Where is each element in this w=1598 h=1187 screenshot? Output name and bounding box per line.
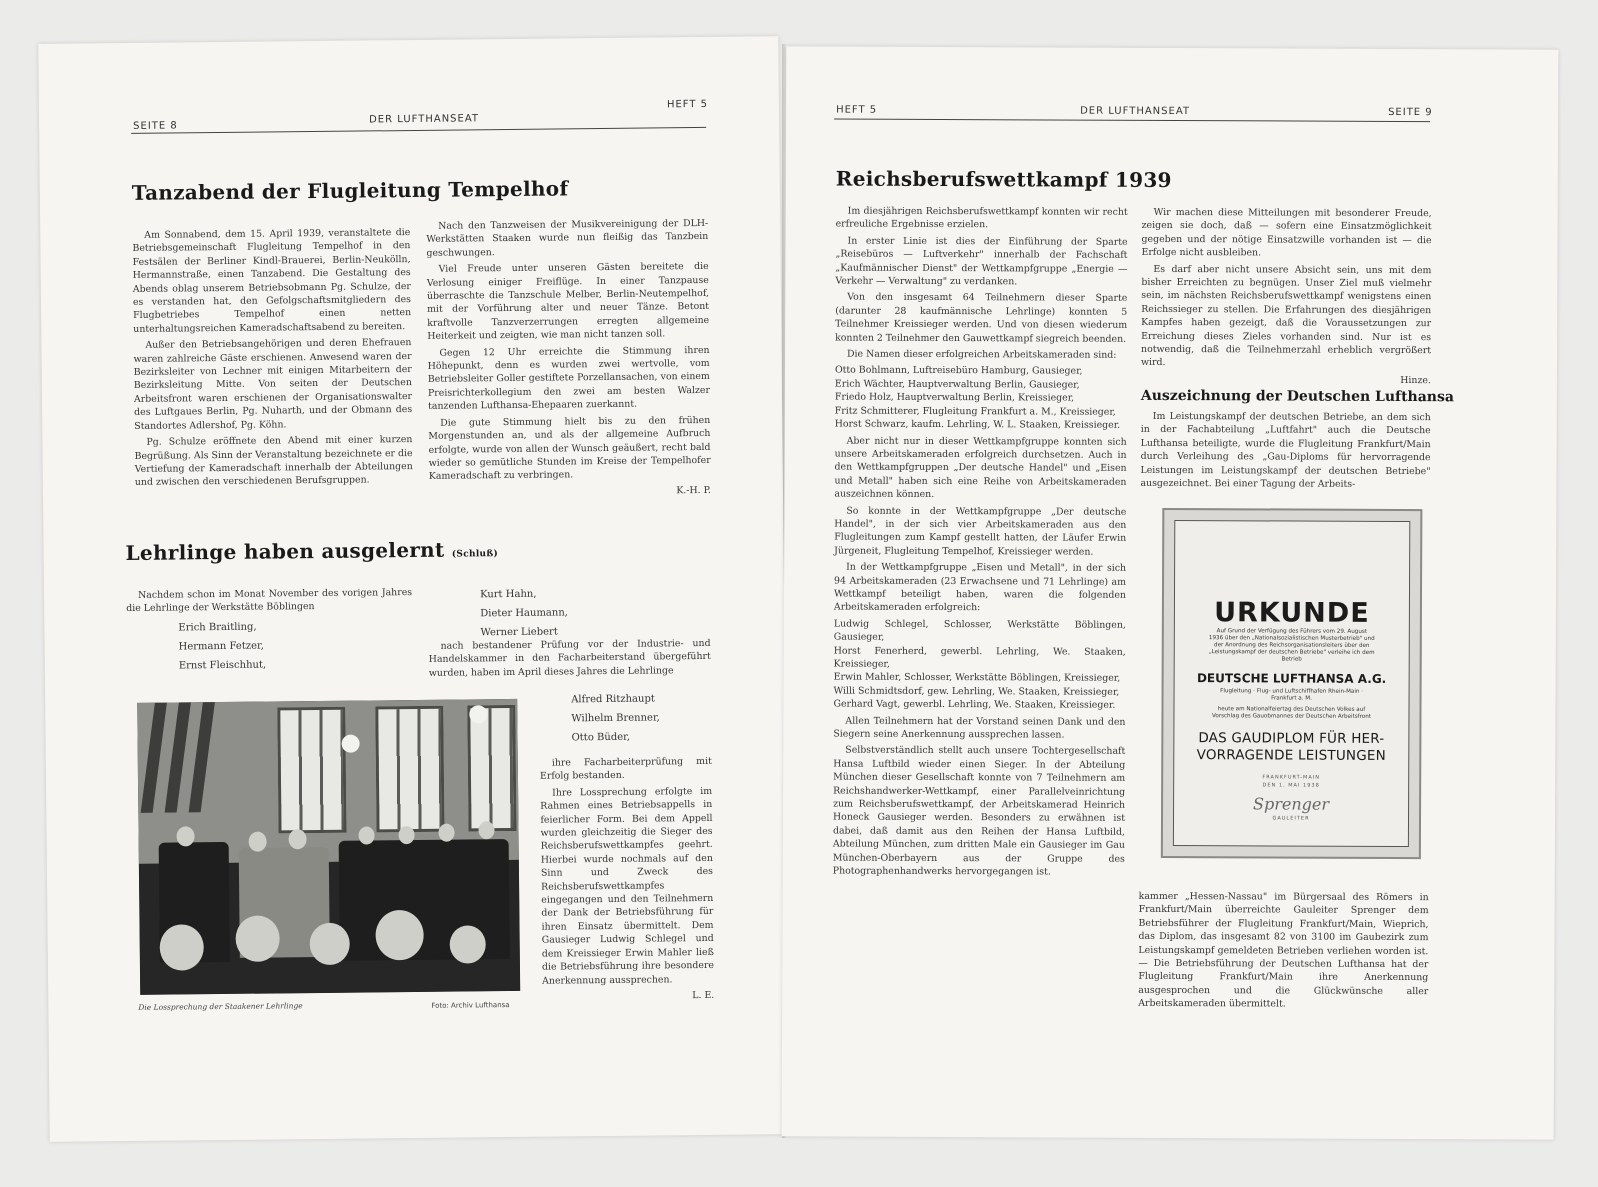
paragraph: Nachdem schon im Monat November des vorigen Jahres die Lehrlinge der Werkstätte Böblingen (126, 587, 413, 615)
paragraph: Selbstverständlich stellt auch unsere Tochtergesellschaft Hansa Luftbild wieder einen Sieger. In der Abteilung München dieser Gesellschaft konnte von 7 Teilnehmern am Reichshandwerker-Wettkampf, einer Parallelveinrichtung zum Reichsberufswettkampf, der Arbeitskamerad Heinrich Honeck Gausieger werden. Besonders zu erwähnen ist dabei, daß damit aus den Reihen der Hansa Luftbild, Abteilung München, zum dritten Male ein Gausieger im Gau München-Oberbayern aus der Gruppe des Photographenhandwerks hervorgegangen ist. (832, 745, 1126, 878)
name-item: Dieter Haumann, (480, 607, 568, 620)
winner-item: Horst Schwarz, kaufm. Lehrling, W. L. Staaken, Kreissieger. (834, 418, 1121, 431)
middle-text (429, 637, 711, 683)
title-note: (Schluß) (451, 549, 499, 560)
paragraph: Die gute Stimmung hielt bis zu den frühen Morgenstunden an, und als der allgemeine Aufbruch erfolgte, wurde von allen der Wunsch geäußert, recht bald wieder so gemütliche Stunden im Kreise der Tempelhofer Kameradschaft zu verbringen. (428, 414, 711, 483)
article-title (125, 537, 498, 565)
winner-item: Ludwig Schlegel, Schlosser, Werkstätte Böblingen, Gausieger, (833, 618, 1126, 643)
article-column-1 (132, 226, 413, 493)
right-page (782, 46, 1559, 1139)
paragraph: Pg. Schulze eröffnete den Abend mit einer kurzen Begrüßung. Als Sinn der Veranstaltung bezeichnete er die Vertiefung der Kameradschaft innerhalb der Abteilungen und zwischen den verschiedenen Berufsgruppen. (134, 434, 413, 489)
photo-head (160, 924, 204, 970)
paragraph: In erster Linie ist dies der Einführung der Sparte „Reisebüros — Luftverkehr" innerhalb der Fachschaft „Kaufmännischer Dienst" der Wettkampfgruppe „Energie — Verkehr — Verwaltung" zu verdanken. (835, 235, 1128, 288)
winner-item: Erich Wächter, Hauptverwaltung Berlin, Gausieger, (834, 378, 1080, 391)
certificate-preamble: Auf Grund der Verfügung des Führers vom 29. August 1936 über den „Nationalsozialistischen Musterbetrieb" und der Anordnung des Reichsorganisationsleiters über den „Leistungskampf der deutschen Betriebe" verleihe ich dem Betrieb (1208, 628, 1375, 663)
photo-lamp (469, 705, 487, 723)
photo-head (176, 826, 194, 846)
photo-head (398, 826, 414, 844)
left-page (38, 36, 789, 1142)
photo-lamp (342, 735, 360, 753)
page-number: SEITE 9 (1388, 106, 1433, 119)
photo-head (450, 925, 486, 963)
certificate-occasion: heute am Nationalfeiertag des Deutschen Volkes auf Vorschlag des Gauobmannes der Deutschen Arbeitsfront (1211, 706, 1371, 720)
paragraph: kammer „Hessen-Nassau" im Bürgersaal des Römers in Frankfurt/Main überreichte Gauleiter Sprenger dem Betriebsführer der Flugleitung Frankfurt/Main, Wieprich, das Diplom, das insgesamt 82 von 3100 im Gaubezirk zum Leistungskampf gemeldeten Betrieben verliehen worden ist. — Die Betriebsführung der Deutschen Lufthansa hat der Flugleitung Frankfurt/Main ihre Anerkennung ausgesprochen und die Glückwünsche aller Arbeitskameraden übermittelt. (1138, 890, 1429, 1010)
winner-item: Friedo Holz, Hauptverwaltung Berlin, Kreissieger, (834, 391, 1075, 404)
certificate-image (1161, 508, 1423, 859)
paragraph: Die Namen dieser erfolgreichen Arbeitskameraden sind: (847, 348, 1117, 361)
paragraph: Wir machen diese Mitteilungen mit besonderer Freude, zeigen sie doch, daß — sofern eine Einsatzmöglichkeit gegeben und der nötige Einsatzwille vorhanden ist — die Erfolge nicht ausbleiben. (1141, 206, 1432, 259)
article-column-1 (833, 205, 1128, 883)
paragraph: Aber nicht nur in dieser Wettkampfgruppe konnten sich unsere Arbeitskameraden erfolgreich durchsetzen. Auch in den Wettkampfgruppen „Der deutsche Handel" und „Eisen und Metall" haben sich eine Reihe von Arbeitskameraden auszeichnen können. (834, 435, 1127, 501)
certificate-signature: Sprenger (1253, 794, 1330, 814)
photo-caption: Die Lossprechung der Staakener Lehrlinge (138, 1001, 303, 1012)
name-item: Otto Büder, (571, 731, 631, 744)
certificate-division: Flugleitung · Flug- und Luftschiffhafen Rhein-Main · Frankfurt a. M. (1220, 688, 1364, 702)
name-item: Kurt Hahn, (480, 588, 537, 601)
page-number: SEITE 8 (133, 120, 178, 132)
author-signature: L. E. (692, 989, 715, 1002)
photo-window (277, 707, 346, 834)
issue-number: HEFT 5 (836, 104, 878, 116)
paragraph: ihre Facharbeiterprüfung mit Erfolg bestanden. (539, 755, 712, 783)
paragraph: Allen Teilnehmern hat der Vorstand seinen Dank und den Siegern seine Anerkennung aussprechen lassen. (833, 715, 1126, 741)
article-title: Tanzabend der Flugleitung Tempelhof (131, 176, 569, 205)
paragraph: Außer den Betriebsangehörigen und deren Ehefrauen waren zahlreiche Gäste erschienen. Anwesend waren der Bezirksleiter von Lechner mit einigen Mitarbeitern der Bezirksleitung Mitte. Von seiten der Deutschen Arbeitsfront waren erschienen der Organisationswalter des Luftgaues Berlin, Pg. Nuharth, und der Obmann des Standortes Adlershof, Pg. Köhn. (133, 337, 413, 432)
winner-item: Otto Bohlmann, Luftreisebüro Hamburg, Gausieger, (834, 365, 1083, 378)
certificate-date: DEN 1. MAI 1938 (1262, 782, 1320, 789)
article-title-text: Lehrlinge haben ausgelernt (125, 537, 445, 566)
photo-head (358, 826, 374, 844)
author-signature: Hinze. (1400, 374, 1431, 387)
subheading: Auszeichnung der Deutschen Lufthansa (1140, 387, 1454, 406)
photo-head (375, 910, 424, 960)
winner-item: Gerhard Vagt, gewerbl. Lehrling, We. Staaken, Kreissieger. (833, 698, 1116, 711)
paragraph: Es darf aber nicht unsere Absicht sein, uns mit dem bisher Erreichten zu begnügen. Unser Ziel muß vielmehr sein, im nächsten Reichsberufswettkampf wenigstens einen Reichssieger zu stellen. Die Erfahrungen des diesjährigen Kampfes haben gezeigt, daß die Voraussetzungen zur Erreichung dieses Zieles vorhanden sind. Nur ist es notwendig, daß die Teilnehmerzahl erheblich vergrößert wird. (1140, 263, 1432, 369)
author-signature: K.-H. P. (676, 484, 712, 496)
photo-window (467, 705, 516, 831)
paragraph: In der Wettkampfgruppe „Eisen und Metall", in der sich 94 Arbeitskameraden (23 Erwachsene und 71 Lehrlinge) am Wettkampf beteiligt haben, waren die folgenden Arbeitskameraden erfolgreich: (833, 561, 1127, 614)
paragraph: Im diesjährigen Reichsberufswettkampf konnten wir recht erfreuliche Ergebnisse erzielen. (835, 205, 1128, 231)
certificate-frame (1173, 520, 1410, 847)
paragraph: Ihre Lossprechung erfolgte im Rahmen eines Betriebsappells in feierlicher Form. Bei dem Appell wurden gleichzeitig die Sieger des Reichsberufswettkampfes geehrt. Hierbei wurde nochmals auf den Sinn und Zweck des Reichsberufswettkampfes eingegangen und den Teilnehmern der Dank der Betriebsführung für ihren Einsatz übermittelt. Dem Gausieger Ludwig Schlegel und dem Kreissieger Erwin Mahler ließ die Betriebsführung ihre besondere Anerkennung aussprechen. (540, 785, 715, 987)
article-column-2 (1141, 206, 1432, 388)
paragraph: Von den insgesamt 64 Teilnehmern dieser Sparte (darunter 28 kaufmännische Lehrlinge) konnten 5 Teilnehmer Kreissieger werden. Und von diesen wiederum konnten 2 Teilnehmer den Gauwettkampf siegreich beenden. (835, 292, 1128, 345)
photo-head (235, 915, 279, 961)
apprentice-names-c (571, 689, 660, 747)
paragraph: Nach den Tanzweisen der Musikvereinigung der DLH-Werkstätten Staaken wurde nun fleißig das Tanzbein geschwungen. (426, 217, 709, 259)
certificate-company: DEUTSCHE LUFTHANSA A.G. (1196, 671, 1387, 686)
article-title: Reichsberufswettkampf 1939 (835, 166, 1172, 193)
winner-item: Willi Schmidtsdorf, gew. Lehrling, We. Staaken, Kreissieger, (833, 685, 1120, 698)
apprentice-names-b (480, 584, 568, 642)
magazine-name: DER LUFTHANSEAT (1080, 105, 1191, 118)
photo-head (289, 829, 307, 849)
award-line: DAS GAUDIPLOM FÜR HER- (1198, 730, 1385, 747)
paragraph: Im Leistungskampf der deutschen Betriebe, an dem sich in der Fachabteilung „Luftfahrt" auch die Deutsche Lufthansa beteiligte, wurde die Flugleitung Frankfurt/Main durch Verleihung des „Gau-Diploms für hervorragende Leistungen im Leistungskampf der deutschen Betriebe" ausgezeichnet. Bei einer Tagung der Arbeits- (1140, 410, 1431, 490)
certificate-signer-title: GAULEITER (1272, 815, 1310, 822)
award-line: VORRAGENDE LEISTUNGEN (1196, 747, 1386, 764)
winner-item: Fritz Schmitterer, Flugleitung Frankfurt a. M., Kreissieger, (834, 405, 1116, 418)
name-item: Hermann Fetzer, (178, 640, 264, 653)
certificate-title: URKUNDE (1214, 597, 1370, 629)
photo-credit: Foto: Archiv Lufthansa (431, 1001, 510, 1010)
winner-item: Erwin Mahler, Schlosser, Werkstätte Böblingen, Kreissieger, (833, 671, 1121, 685)
paragraph: Gegen 12 Uhr erreichte die Stimmung ihren Höhepunkt, denn es wurden zwei wertvolle, vom Betriebsleiter Goller gestiftete Porzellansachen, von einem Preisrichterkollegium den zwei am besten Walzer tanzenden Lufthansa-Ehepaaren zuerkannt. (427, 344, 710, 413)
name-item: Wilhelm Brenner, (571, 712, 660, 725)
magazine-name: DER LUFTHANSEAT (369, 113, 480, 126)
winner-item: Horst Fenerherd, gewerbl. Lehrling, We. Staaken, Kreissieger, (833, 645, 1126, 670)
name-item: Alfred Ritzhaupt (571, 693, 655, 706)
article-body (540, 755, 715, 1004)
header-rule (834, 119, 1430, 123)
article-column-2 (426, 217, 711, 500)
intro-text (126, 586, 412, 619)
paragraph: Am Sonnabend, dem 15. April 1939, veranstaltete die Betriebsgemeinschaft Flugleitung Tempelhof in den Festsälen der Berliner Kindl-Brauerei, Berlin-Neukölln, Hermannstraße, einen Tanzabend. Die Gestaltung des Abends oblag unserem Betriebsobmann Pg. Schulze, der es verstanden hat, den Gefolgschaftsmitgliedern des Flugbetriebes Tempelhof einen netten unterhaltungsreichen Kameradschaftsabend zu bereiten. (132, 227, 412, 335)
name-item: Erich Braitling, (178, 621, 257, 634)
photo-head (478, 821, 494, 839)
name-item: Ernst Fleischhut, (178, 659, 267, 672)
photo-window (375, 706, 444, 833)
certificate-place: FRANKFURT-MAIN (1262, 774, 1321, 781)
apprentice-names-a (178, 618, 266, 676)
photo-head (438, 824, 454, 842)
paragraph: nach bestandener Prüfung vor der Industrie- und Handelskammer in den Facharbeiterstand übergeführt wurden, haben im April dieses Jahres die Lehrlinge (428, 637, 711, 679)
certificate-award (1174, 730, 1408, 765)
ceremony-photo (137, 699, 520, 995)
photo-head (309, 923, 349, 965)
paragraph: Viel Freude unter unseren Gästen bereitete die Verlosung einiger Freiflüge. In einer Tanzpause überraschte die Tanzschule Melber, Berlin-Neutempelhof, mit der Vorführung alter und neuer Tänze. Betont kraftvolle Tanzverzerrungen erregten allgemeine Heiterkeit und zeigten, wie man nicht tanzen soll. (426, 261, 710, 343)
header-rule (131, 127, 706, 134)
paragraph: So konnte in der Wettkampfgruppe „Der deutsche Handel", in der sich vier Arbeitskameraden aus den Flugleitungen zum Kampf gestellt hatten, der Läufer Erwin Jürgeneit, Flugleitung Tempelhof, Kreissieger werden. (834, 505, 1127, 558)
photo-head (249, 832, 267, 852)
issue-number: HEFT 5 (666, 98, 709, 111)
name-item: Werner Liebert (480, 626, 558, 639)
article-continued (1138, 890, 1429, 1015)
article-intro (1140, 410, 1430, 495)
